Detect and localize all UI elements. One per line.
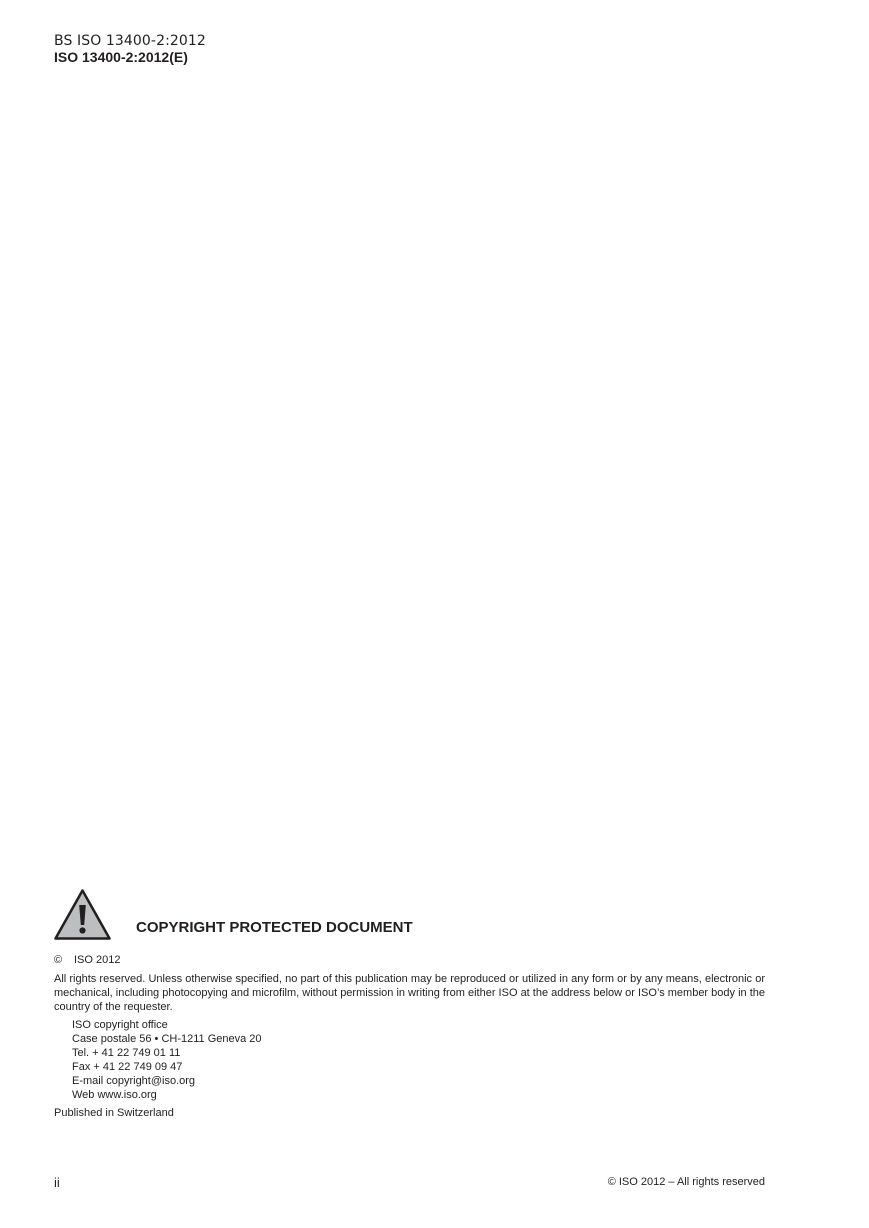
published-location: Published in Switzerland (54, 1107, 174, 1119)
page-header (54, 33, 206, 65)
copyright-notice (54, 954, 120, 967)
address-block (72, 1018, 262, 1102)
address-web: Web www.iso.org (72, 1089, 157, 1101)
footer-rights: © ISO 2012 – All rights reserved (607, 1176, 765, 1188)
address-fax: Fax + 41 22 749 09 47 (72, 1061, 183, 1073)
copyright-symbol: © (54, 954, 63, 966)
address-office: ISO copyright office (72, 1019, 168, 1031)
rights-text: All rights reserved. Unless otherwise specified, no part of this publication may be reproduced or utilized in any form or by any means, electronic or mechanical, including photocopying and microfilm, without permission in writing from either ISO at the address below or ISO’s member body in the country of the requester. (54, 973, 765, 1013)
iso-standard-id: ISO 13400-2:2012(E) (54, 49, 188, 65)
address-postal: Case postale 56 • CH-1211 Geneva 20 (72, 1033, 262, 1045)
copyright-heading: COPYRIGHT PROTECTED DOCUMENT (136, 919, 413, 936)
page-number: ii (54, 1175, 60, 1190)
bs-standard-id: BS ISO 13400-2:2012 (54, 33, 206, 49)
warning-triangle-icon (53, 888, 112, 941)
address-email: E-mail copyright@iso.org (72, 1075, 196, 1087)
address-tel: Tel. + 41 22 749 01 11 (72, 1047, 181, 1059)
copyright-year: ISO 2012 (74, 954, 121, 966)
